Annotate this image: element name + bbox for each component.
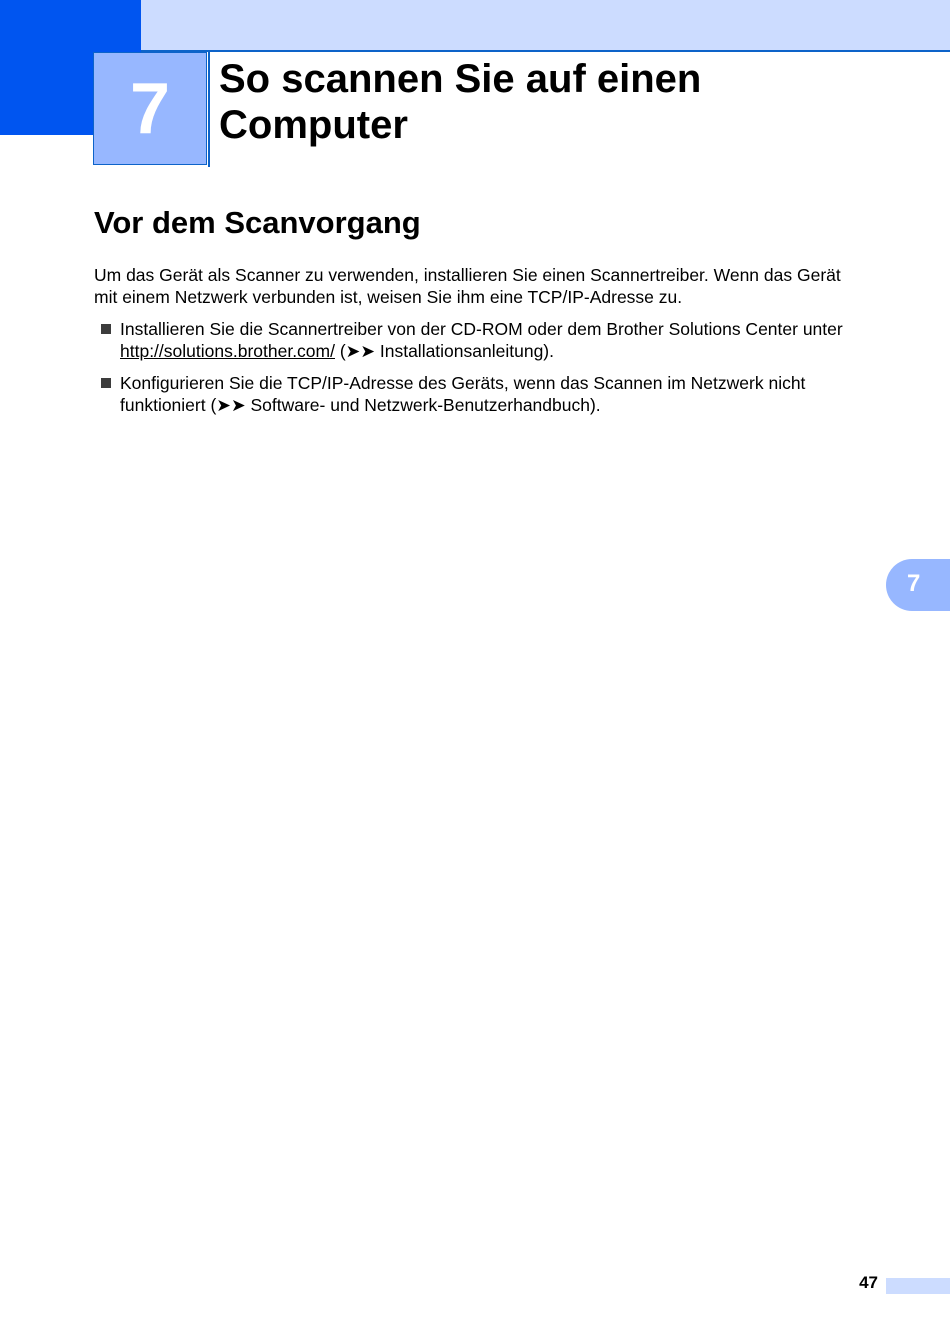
chapter-side-tab bbox=[886, 559, 950, 611]
bullet-2-line-1: Konfigurieren Sie die TCP/IP-Adresse des Geräts, wenn das Scannen im Netzwerk nicht bbox=[120, 373, 806, 393]
page-number: 47 bbox=[859, 1273, 878, 1292]
solutions-center-link[interactable]: http://solutions.brother.com/ bbox=[120, 341, 335, 361]
bullet-1-line-2: (➤➤ Installationsanleitung). bbox=[334, 341, 554, 361]
list-item bbox=[100, 372, 900, 416]
side-tab-label: 7 bbox=[907, 570, 921, 597]
chapter-title-line-1: So scannen Sie auf einen bbox=[219, 57, 702, 101]
intro-paragraph bbox=[94, 264, 894, 308]
bullet-list bbox=[100, 318, 900, 426]
footer-bar bbox=[886, 1278, 950, 1294]
bullet-2-line-2: funktioniert (➤➤ Software- und Netzwerk-Benutzerhandbuch). bbox=[120, 395, 601, 415]
section-heading: Vor dem Scanvorgang bbox=[94, 205, 421, 240]
chapter-number: 7 bbox=[129, 68, 171, 149]
title-divider bbox=[208, 52, 210, 167]
header-rule bbox=[141, 50, 950, 52]
chapter-title-line-2: Computer bbox=[219, 103, 408, 147]
intro-line-2: mit einem Netzwerk verbunden ist, weisen Sie ihm eine TCP/IP-Adresse zu. bbox=[94, 287, 683, 307]
chapter-title bbox=[219, 56, 859, 148]
list-item bbox=[100, 318, 900, 362]
intro-line-1: Um das Gerät als Scanner zu verwenden, installieren Sie einen Scannertreiber. Wenn das Gerät bbox=[94, 265, 841, 285]
bullet-1-line-1: Installieren Sie die Scannertreiber von der CD-ROM oder dem Brother Solutions Center unter bbox=[120, 319, 843, 339]
header-band bbox=[0, 0, 950, 52]
bullet-square-icon bbox=[101, 324, 111, 334]
bullet-square-icon bbox=[101, 378, 111, 388]
chapter-number-box bbox=[93, 52, 207, 165]
